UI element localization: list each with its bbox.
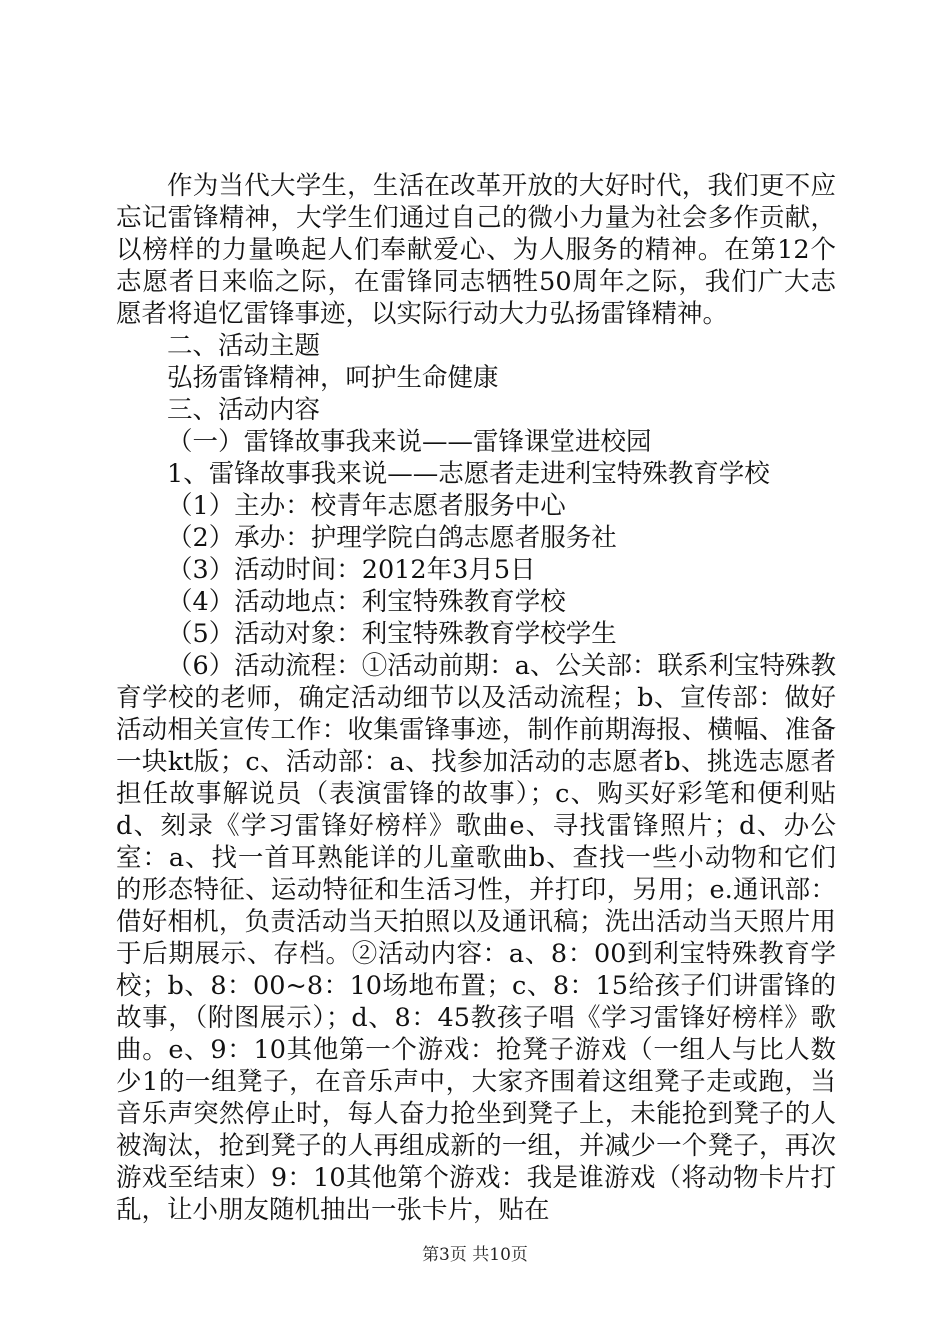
activity-time: （3）活动时间：2012年3月5日 xyxy=(167,555,536,585)
section-heading-theme: 二、活动主题 xyxy=(167,331,321,361)
section-heading-content: 三、活动内容 xyxy=(167,395,321,425)
activity-title: 1、雷锋故事我来说——志愿者走进利宝特殊教育学校 xyxy=(167,459,770,489)
subsection-heading: （一）雷锋故事我来说——雷锋课堂进校园 xyxy=(167,427,652,457)
activity-location: （4）活动地点：利宝特殊教育学校 xyxy=(167,587,566,617)
activity-process: （6）活动流程：①活动前期：a、公关部：联系利宝特殊教育学校的老师，确定活动细节以及活动流程；b、宣传部：做好活动相关宣传工作：收集雷锋事迹，制作前期海报、横幅、准备一块kt版；c、活动部：a、找参加活动的志愿者b、挑选志愿者担任故事解说员（表演雷锋的故事）；c、购买好彩笔和便利贴d、刻录《学习雷锋好榜样》歌曲e、寻找雷锋照片；d、办公室：a、找一首耳熟能详的儿童歌曲b、查找一些小动物和它们的形态特征、运动特征和生活习性，并打印，另用；e.通讯部：借好相机，负责活动当天拍照以及通讯稿；洗出活动当天照片用于后期展示、存档。②活动内容：a、8：00到利宝特殊教育学校；b、8：00~8：10场地布置；c、8：15给孩子们讲雷锋的故事，（附图展示）；d、8：45教孩子唱《学习雷锋好榜样》歌曲。e、9：10其他第一个游戏：抢凳子游戏（一组人与比人数少1的一组凳子，在音乐声中，大家齐围着这组凳子走或跑，当音乐声突然停止时，每人奋力抢坐到凳子上，未能抢到凳子的人被淘汰，抢到凳子的人再组成新的一组，并减少一个凳子，再次游戏至结束）9：10其他第个游戏：我是谁游戏（将动物卡片打乱，让小朋友随机抽出一张卡片，贴在 xyxy=(116,651,836,1225)
activity-organizer: （1）主办：校青年志愿者服务中心 xyxy=(167,491,566,521)
theme-text: 弘扬雷锋精神，呵护生命健康 xyxy=(167,363,499,393)
intro-paragraph: 作为当代大学生，生活在改革开放的大好时代，我们更不应忘记雷锋精神，大学生们通过自己的微小力量为社会多作贡献，以榜样的力量唤起人们奉献爱心、为人服务的精神。在第12个志愿者日来临之际，在雷锋同志牺牲50周年之际，我们广大志愿者将追忆雷锋事迹，以实际行动大力弘扬雷锋精神。 xyxy=(116,171,836,329)
activity-host: （2）承办：护理学院白鸽志愿者服务社 xyxy=(167,523,617,553)
activity-audience: （5）活动对象：利宝特殊教育学校学生 xyxy=(167,619,617,649)
page-footer: 第3页 共10页 xyxy=(422,1245,528,1265)
document-body xyxy=(116,170,836,1226)
